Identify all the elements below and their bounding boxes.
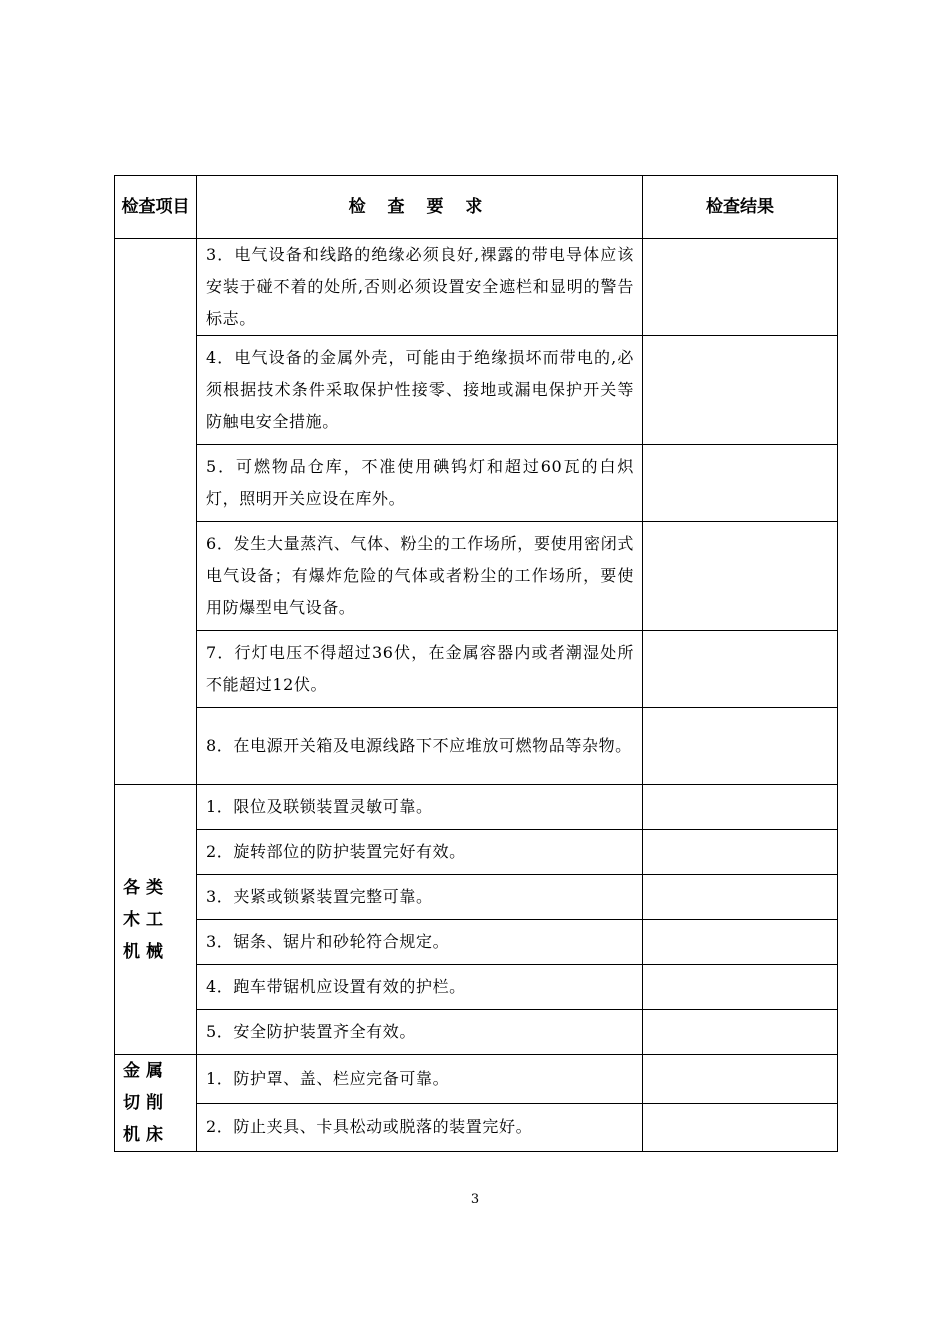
- table-row: [115, 875, 838, 920]
- requirement-cell: 8．在电源开关箱及电源线路下不应堆放可燃物品等杂物。: [197, 708, 643, 785]
- result-cell[interactable]: [643, 239, 838, 336]
- result-cell[interactable]: [643, 830, 838, 875]
- requirement-cell: 1．防护罩、盖、栏应完备可靠。: [197, 1055, 643, 1104]
- result-cell[interactable]: [643, 1010, 838, 1055]
- category-cell: 各类木工机械: [115, 785, 197, 1055]
- requirement-cell: 1．限位及联锁装置灵敏可靠。: [197, 785, 643, 830]
- requirement-cell: 5．安全防护装置齐全有效。: [197, 1010, 643, 1055]
- table-row: [115, 1010, 838, 1055]
- requirement-cell: 7．行灯电压不得超过36伏，在金属容器内或者潮湿处所不能超过12伏。: [197, 631, 643, 708]
- table-row: [115, 239, 838, 336]
- result-cell[interactable]: [643, 920, 838, 965]
- page-number: 3: [470, 1192, 480, 1207]
- table-row: [115, 920, 838, 965]
- requirement-cell: 3．夹紧或锁紧装置完整可靠。: [197, 875, 643, 920]
- result-cell[interactable]: [643, 875, 838, 920]
- requirement-cell: 5．可燃物品仓库，不准使用碘钨灯和超过60瓦的白炽灯，照明开关应设在库外。: [197, 445, 643, 522]
- table-row: [115, 445, 838, 522]
- result-cell[interactable]: [643, 522, 838, 631]
- requirement-cell: 3．锯条、锯片和砂轮符合规定。: [197, 920, 643, 965]
- table-row: [115, 708, 838, 785]
- category-cell: 金属切削机床: [115, 1055, 197, 1152]
- table-row: [115, 830, 838, 875]
- table-row: [115, 522, 838, 631]
- table-row: [115, 1055, 838, 1104]
- table-row: [115, 631, 838, 708]
- requirement-cell: 2．旋转部位的防护装置完好有效。: [197, 830, 643, 875]
- category-cell: [115, 239, 197, 785]
- table-row: [115, 785, 838, 830]
- requirement-cell: 4．电气设备的金属外壳，可能由于绝缘损坏而带电的,必须根据技术条件采取保护性接零、接地或漏电保护开关等防触电安全措施。: [197, 336, 643, 445]
- header-inspection-item: 检查项目: [115, 176, 197, 239]
- result-cell[interactable]: [643, 1055, 838, 1104]
- requirement-cell: 2．防止夹具、卡具松动或脱落的装置完好。: [197, 1103, 643, 1152]
- result-cell[interactable]: [643, 336, 838, 445]
- table-header-row: [115, 176, 838, 239]
- table-row: [115, 336, 838, 445]
- result-cell[interactable]: [643, 631, 838, 708]
- requirement-cell: 6．发生大量蒸汽、气体、粉尘的工作场所，要使用密闭式电气设备；有爆炸危险的气体或者粉尘的工作场所，要使用防爆型电气设备。: [197, 522, 643, 631]
- inspection-checklist-table: [114, 175, 838, 1152]
- header-inspection-result: 检查结果: [643, 176, 838, 239]
- result-cell[interactable]: [643, 708, 838, 785]
- result-cell[interactable]: [643, 965, 838, 1010]
- table-row: [115, 1103, 838, 1152]
- header-inspection-requirement: 检 查 要 求: [197, 176, 643, 239]
- result-cell[interactable]: [643, 785, 838, 830]
- requirement-cell: 4．跑车带锯机应设置有效的护栏。: [197, 965, 643, 1010]
- requirement-cell: 3．电气设备和线路的绝缘必须良好,裸露的带电导体应该安装于碰不着的处所,否则必须设置安全遮栏和显明的警告标志。: [197, 239, 643, 336]
- table-row: [115, 965, 838, 1010]
- result-cell[interactable]: [643, 445, 838, 522]
- result-cell[interactable]: [643, 1103, 838, 1152]
